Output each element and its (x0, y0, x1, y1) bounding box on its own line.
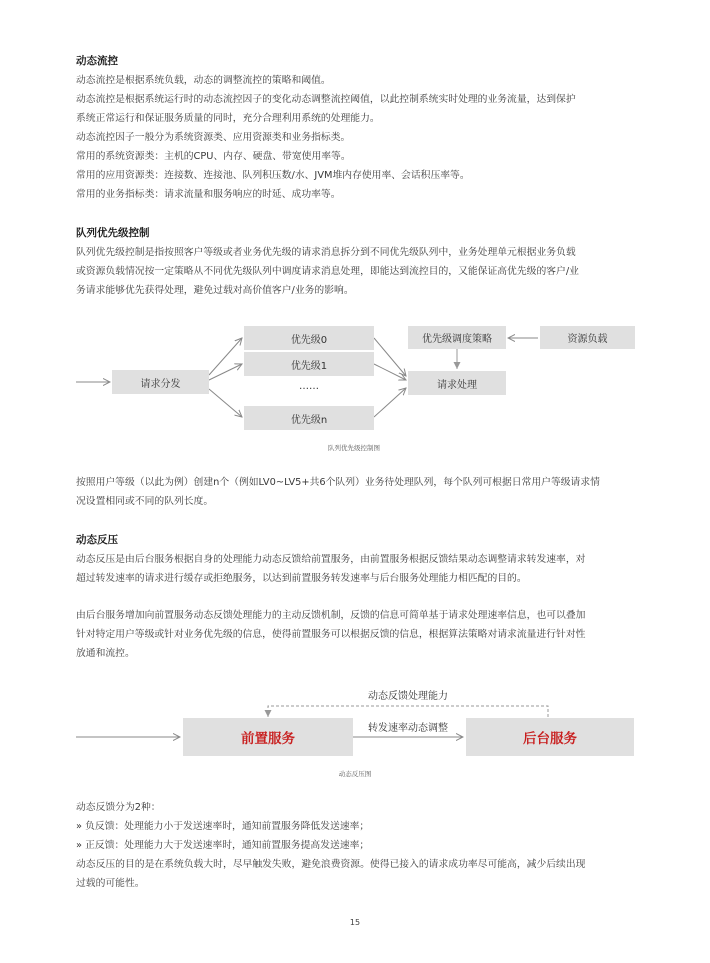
paragraph-line: 由后台服务增加向前置服务动态反馈处理能力的主动反馈机制，反馈的信息可简单基于请求处理速率信息，也可以叠加 (76, 610, 586, 621)
paragraph-line: 或资源负载情况按一定策略从不同优先级队列中调度请求消息处理，即能达到流控目的，又能保证高优先级的客户/业 (76, 266, 579, 277)
paragraph-line: 放通和流控。 (76, 648, 135, 659)
paragraph-line: 动态流控是根据系统运行时的动态流控因子的变化动态调整流控阈值，以此控制系统实时处理的业务流量，达到保护 (76, 94, 576, 105)
priority-0-box: 优先级0 (244, 326, 374, 350)
paragraph-line: 动态反压的目的是在系统负载大时，尽早触发失败，避免浪费资源。使得已接入的请求成功率尽可能高，减少后续出现 (76, 859, 586, 870)
paragraph-line: 针对特定用户等级或针对业务优先级的信息，使得前置服务可以根据反馈的信息，根据算法策略对请求流量进行针对性 (76, 629, 586, 640)
heading-dynamic-backpressure: 动态反压 (76, 534, 118, 546)
feedback-label: 动态反馈处理能力 (368, 691, 448, 702)
paragraph-line: 系统正常运行和保证服务质量的同时，充分合理利用系统的处理能力。 (76, 113, 380, 124)
paragraph-line: 超过转发速率的请求进行缓存或拒绝服务，以达到前置服务转发速率与后台服务处理能力相匹配的目的。 (76, 573, 527, 584)
list-item: » 正反馈：处理能力大于发送速率时，通知前置服务提高发送速率； (76, 840, 370, 851)
paragraph-line: 动态流控因子一般分为系统资源类、应用资源类和业务指标类。 (76, 132, 351, 143)
paragraph-line: 常用的应用资源类：连接数、连接池、队列积压数/水、JVM堆内存使用率、会话积压率等。 (76, 170, 470, 181)
list-item: » 负反馈：处理能力小于发送速率时，通知前置服务降低发送速率； (76, 821, 370, 832)
request-dispatch-box: 请求分发 (112, 370, 209, 394)
diagram-caption: 动态反压图 (338, 770, 372, 778)
paragraph-line: 况设置相同或不同的队列长度。 (76, 496, 214, 507)
page-number: 15 (349, 918, 361, 927)
heading-queue-priority: 队列优先级控制 (76, 227, 150, 239)
front-service-box: 前置服务 (183, 718, 353, 756)
paragraph-line: 按照用户等级（以此为例）创建n个（例如LV0~LV5+共6个队列）业务待处理队列，每个队列可根据日常用户等级请求情 (76, 477, 600, 488)
paragraph-line: 动态反馈分为2种： (76, 802, 161, 813)
paragraph-line: 动态流控是根据系统负载，动态的调整流控的策略和阈值。 (76, 75, 331, 86)
paragraph-line: 常用的系统资源类：主机的CPU、内存、硬盘、带宽使用率等。 (76, 151, 351, 162)
diagram-caption: 队列优先级控制图 (328, 444, 380, 452)
paragraph-line: 务请求能够优先获得处理，避免过载对高价值客户/业务的影响。 (76, 285, 354, 296)
paragraph-line: 队列优先级控制是指按照客户等级或者业务优先级的请求消息拆分到不同优先级队列中，业务处理单元根据业务负载 (76, 247, 576, 258)
heading-dynamic-flow-control: 动态流控 (76, 55, 118, 67)
request-processing-box: 请求处理 (408, 371, 506, 395)
rate-adjust-label: 转发速率动态调整 (368, 723, 448, 734)
priority-strategy-box: 优先级调度策略 (408, 326, 506, 349)
paragraph-line: 过载的可能性。 (76, 878, 145, 889)
priority-n-box: 优先级n (244, 406, 374, 430)
back-service-box: 后台服务 (466, 718, 634, 756)
paragraph-line: 常用的业务指标类：请求流量和服务响应的时延、成功率等。 (76, 189, 341, 200)
priority-1-box: 优先级1 (244, 352, 374, 376)
resource-load-box: 资源负载 (540, 326, 635, 349)
paragraph-line: 动态反压是由后台服务根据自身的处理能力动态反馈给前置服务，由前置服务根据反馈结果动态调整请求转发速率，对 (76, 554, 586, 565)
priority-ellipsis: …… (299, 381, 319, 392)
